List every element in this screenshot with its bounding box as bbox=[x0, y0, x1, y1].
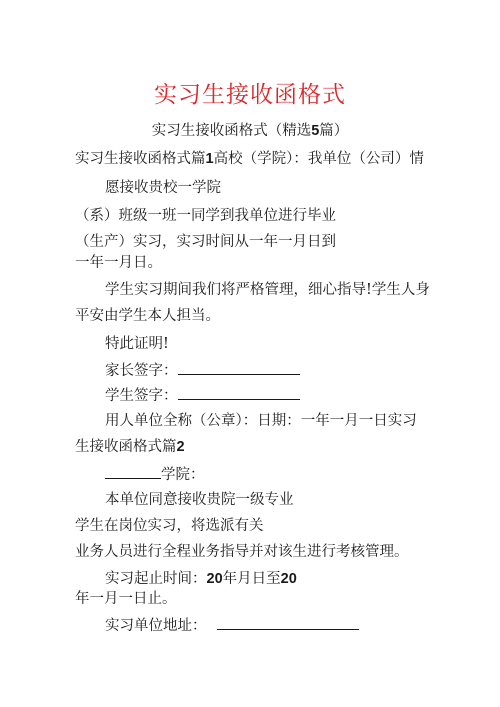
text-span: 高校（学院）：我单位（公司）情 bbox=[213, 151, 424, 167]
period-line bbox=[105, 569, 297, 589]
text-span: 实习起止时间： bbox=[105, 571, 207, 587]
parent-signature-label: 家长签字： bbox=[105, 363, 178, 379]
text-span: 生接收函格式篇 bbox=[75, 439, 177, 455]
document-subtitle bbox=[0, 121, 500, 141]
subtitle-count: 5 bbox=[311, 123, 320, 139]
paragraph-line: 愿接收贵校一学院 bbox=[105, 180, 221, 196]
student-signature-line bbox=[105, 385, 300, 406]
parent-signature-blank bbox=[178, 360, 300, 375]
paragraph-line: 学生实习期间我们将严格管理，细心指导!学生人身 bbox=[105, 282, 430, 298]
number-span: 2 bbox=[176, 439, 185, 455]
college-line bbox=[105, 464, 205, 485]
paragraph-line: 本单位同意接收贵院一级专业 bbox=[105, 492, 294, 508]
paragraph-line: 业务人员进行全程业务指导并对该生进行考核管理。 bbox=[75, 544, 409, 560]
text-span: 实习生接收函格式篇 bbox=[75, 151, 206, 167]
paragraph-line bbox=[75, 149, 424, 169]
parent-signature-line bbox=[105, 360, 300, 381]
paragraph-line: （系）班级一班一同学到我单位进行毕业 bbox=[75, 208, 336, 224]
paragraph-line: 用人单位全称（公章）：日期：一年一月一日实习 bbox=[105, 413, 417, 429]
paragraph-line: （生产）实习，实习时间从一年一月日到 bbox=[75, 234, 336, 250]
document-title: 实习生接收函格式 bbox=[154, 82, 346, 108]
paragraph-line bbox=[75, 437, 185, 457]
address-blank bbox=[217, 615, 359, 630]
paragraph-line: 年一月一日止。 bbox=[75, 591, 177, 607]
number-span: 20 bbox=[280, 571, 297, 587]
student-signature-label: 学生签字： bbox=[105, 388, 178, 404]
address-line bbox=[105, 615, 359, 636]
student-signature-blank bbox=[178, 385, 300, 400]
subtitle-suffix: 篇） bbox=[319, 123, 349, 139]
text-span: 年月日至 bbox=[222, 571, 281, 587]
college-blank bbox=[105, 464, 161, 479]
number-span: 20 bbox=[206, 571, 223, 587]
paragraph-line: 特此证明! bbox=[105, 336, 169, 352]
paragraph-line: 一年一月日。 bbox=[75, 255, 162, 271]
college-label: 学院： bbox=[161, 467, 205, 483]
paragraph-line: 学生在岗位实习，将选派有关 bbox=[75, 518, 264, 534]
address-label: 实习单位地址： bbox=[105, 618, 207, 634]
paragraph-line: 平安由学生本人担当。 bbox=[75, 308, 220, 324]
subtitle-text: 实习生接收函格式（精选 bbox=[151, 123, 312, 139]
number-span: 1 bbox=[205, 151, 214, 167]
